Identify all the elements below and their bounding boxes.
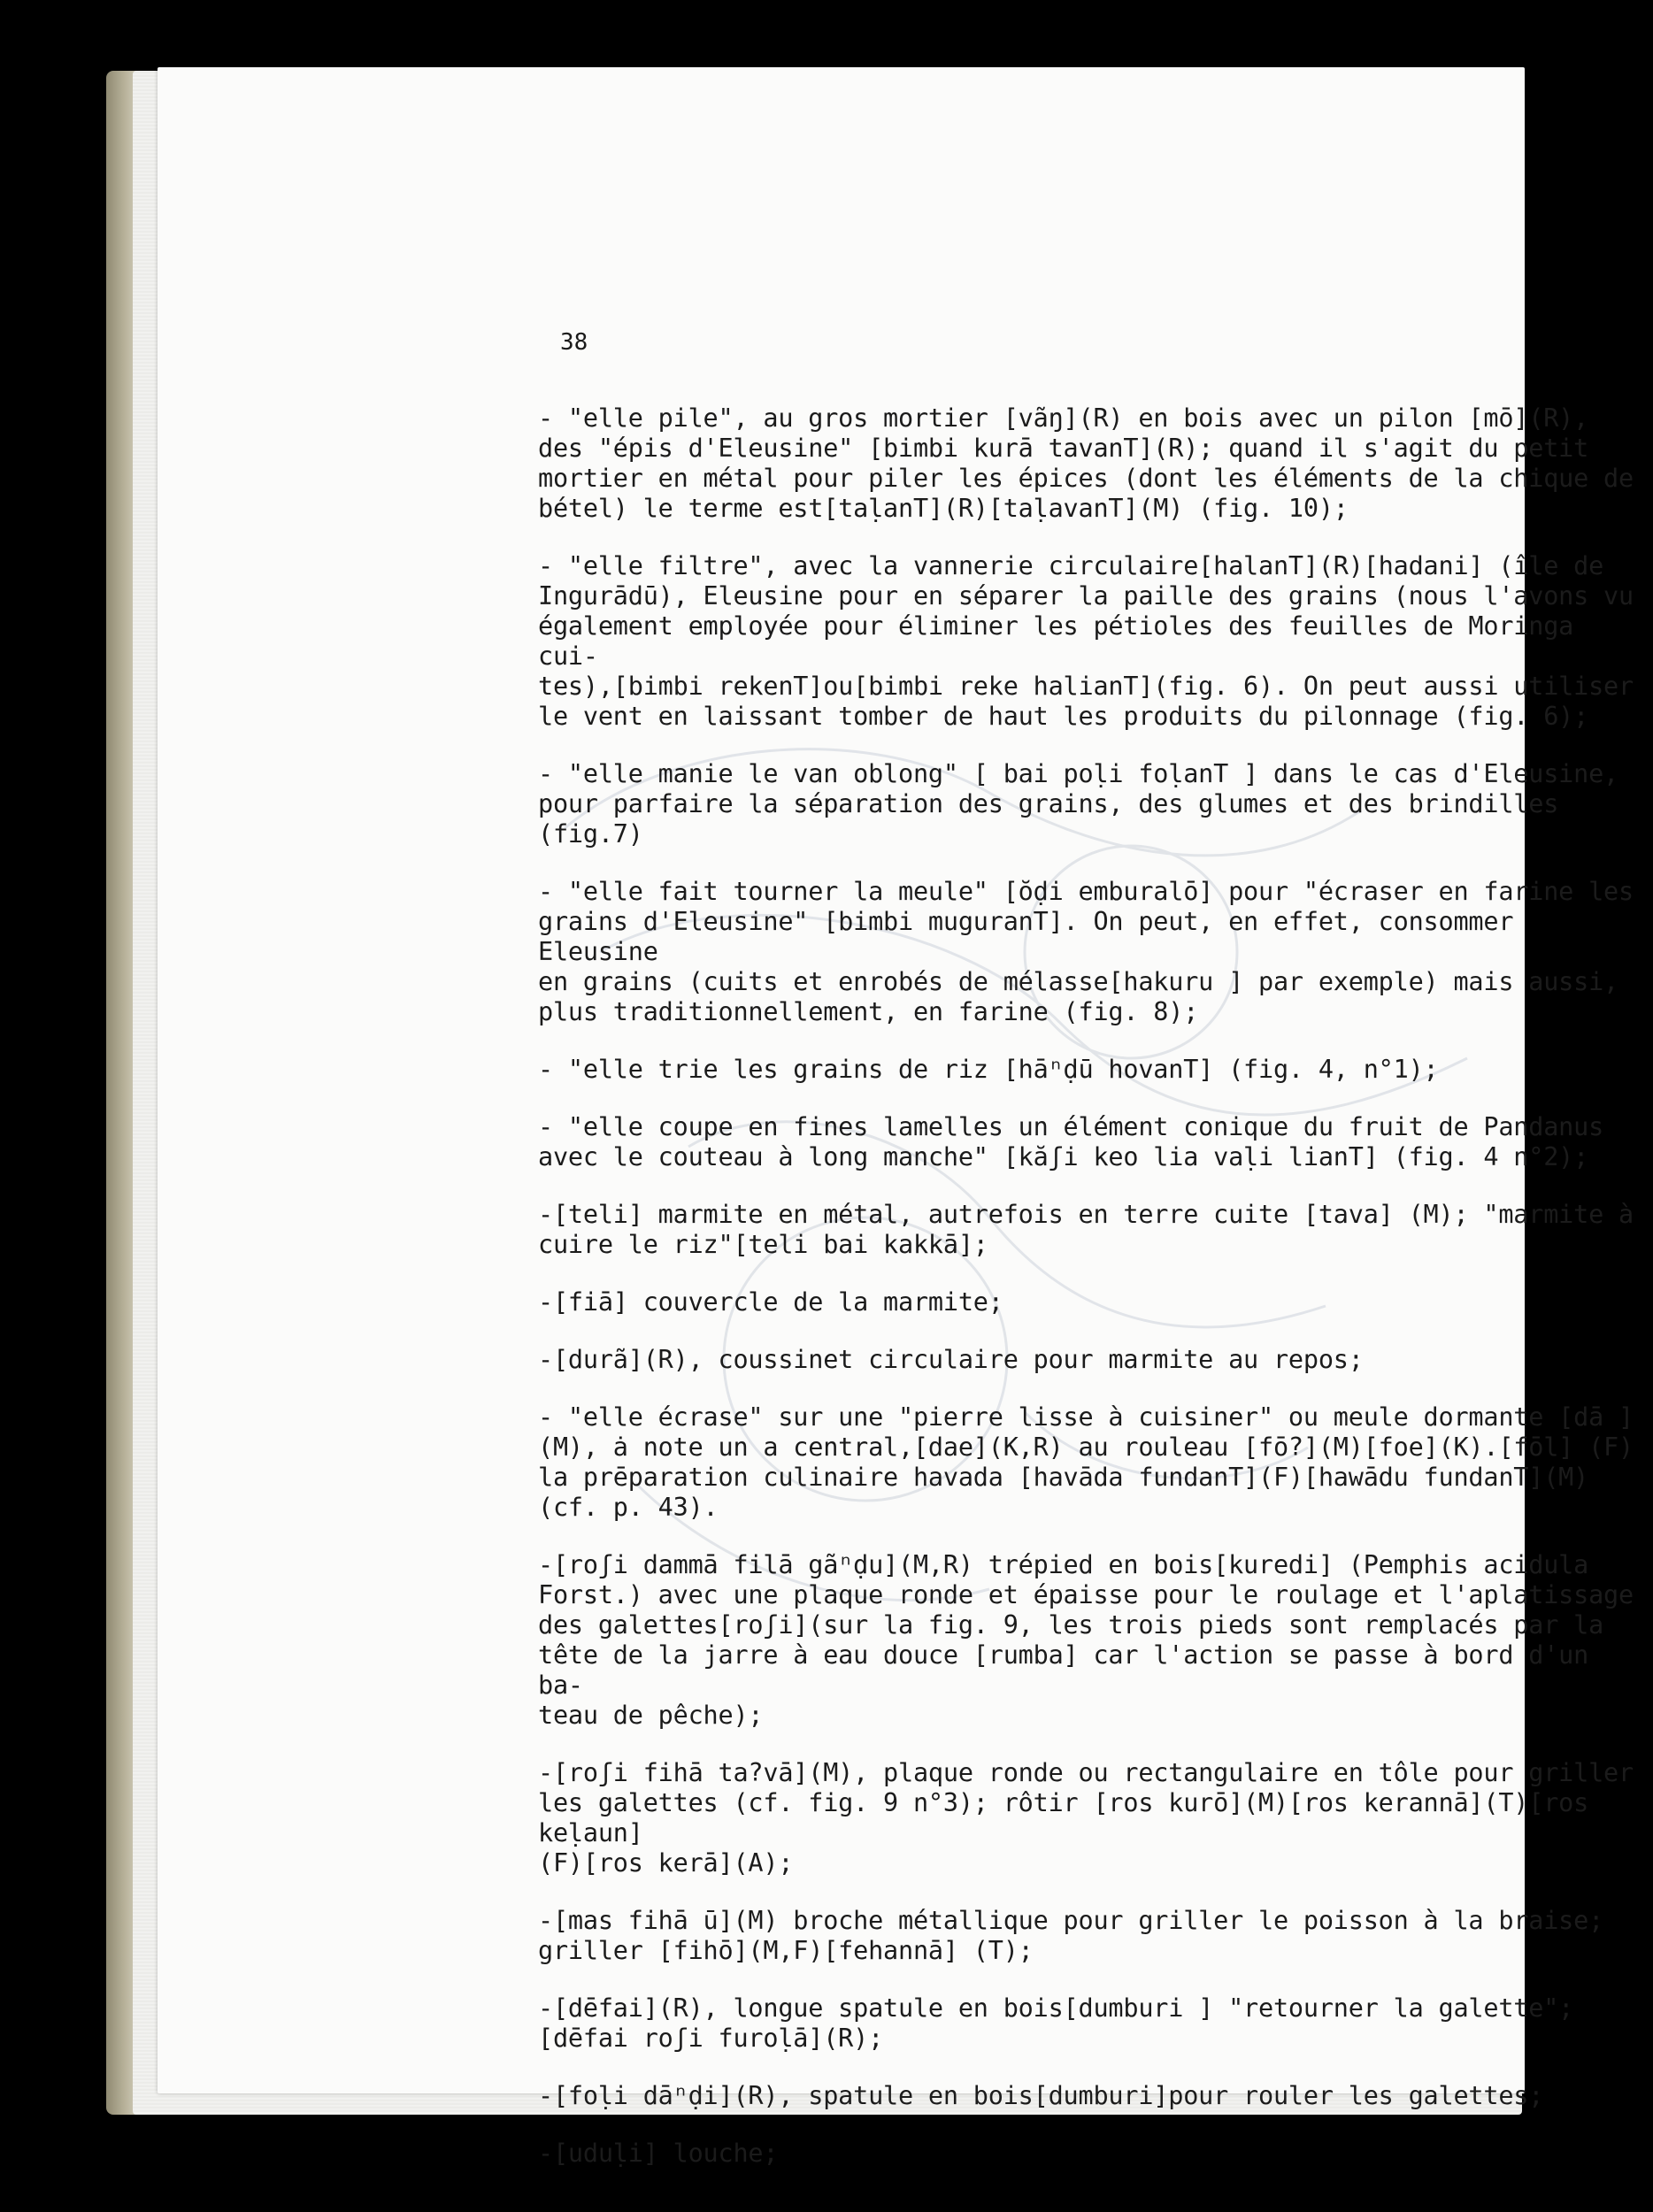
text-line: - "elle trie les grains de riz [hāⁿḍū hovanT] (fig. 4, n°1); xyxy=(538,1055,1439,1084)
text-line: (M), ȧ note un a central,[dae](K,R) au rouleau [fō?](M)[foe](K).[fōl] (F) xyxy=(538,1432,1634,1462)
text-line: - "elle manie le van oblong" [ bai poḷi foḷanT ] dans le cas d'Eleusine, xyxy=(538,759,1619,788)
text-line: - "elle pile", au gros mortier [vãŋ](R) en bois avec un pilon [mō](R), xyxy=(538,403,1589,433)
paragraph xyxy=(538,551,1635,732)
text-line: (cf. p. 43). xyxy=(538,1493,719,1522)
text-line: la prēparation culinaire havada [havāda fundanT](F)[hawādu fundanT](M) xyxy=(538,1463,1589,1492)
text-line: - "elle fait tourner la meule" [ŏḍi emburalō] pour "écraser en farine les xyxy=(538,877,1634,906)
paragraph xyxy=(538,759,1635,849)
text-line: les galettes (cf. fig. 9 n°3); rôtir [ros kurō](M)[ros kerannā](T)[ros keḷaun] xyxy=(538,1788,1604,1847)
text-line: des galettes[roʃi](sur la fig. 9, les trois pieds sont remplacés par la xyxy=(538,1610,1604,1640)
text-line: -[fiā] couvercle de la marmite; xyxy=(538,1287,1003,1317)
text-line: tes),[bimbi rekenT]ou[bimbi reke halianT](fig. 6). On peut aussi utiliser xyxy=(538,672,1634,701)
page-number: 38 xyxy=(560,329,588,356)
text-line: avec le couteau à long manche" [kăʃi keo lia vaḷi lianT] (fig. 4 n°2); xyxy=(538,1142,1589,1171)
text-line: -[durã](R), coussinet circulaire pour marmite au repos; xyxy=(538,1345,1364,1374)
text-line: grains d'Eleusine" [bimbi muguranT]. On peut, en effet, consommer Eleusine xyxy=(538,907,1529,966)
text-line: -[roʃi dammā filā gãⁿḍu](M,R) trépied en bois[kuredi] (Pemphis acidula xyxy=(538,1550,1589,1579)
text-line: [dēfai roʃi furoḷā](R); xyxy=(538,2024,884,2053)
paragraph xyxy=(538,403,1635,524)
paragraph xyxy=(538,1550,1635,1731)
text-line: -[uduḷi] louche; xyxy=(538,2139,779,2168)
text-line: (F)[ros kerā](A); xyxy=(538,1848,794,1878)
paragraph xyxy=(538,1345,1635,1375)
text-line: plus traditionnellement, en farine (fig. 8); xyxy=(538,997,1199,1026)
paragraph xyxy=(538,2081,1635,2111)
page-body xyxy=(538,403,1635,2196)
text-line: mortier en métal pour piler les épices (dont les éléments de la chique de xyxy=(538,464,1634,493)
text-line: des "épis d'Eleusine" [bimbi kurā tavanT](R); quand il s'agit du petit xyxy=(538,434,1589,463)
paragraph xyxy=(538,1055,1635,1085)
text-line: le vent en laissant tomber de haut les produits du pilonnage (fig. 6); xyxy=(538,702,1589,731)
paragraph xyxy=(538,1200,1635,1260)
text-line: -[dēfai](R), longue spatule en bois[dumburi ] "retourner la galette"; xyxy=(538,1993,1574,2023)
text-line: -[foḷi dāⁿḍi](R), spatule en bois[dumburi]pour rouler les galettes; xyxy=(538,2081,1544,2110)
text-line: - "elle écrase" sur une "pierre lisse à cuisiner" ou meule dormante [dā ] xyxy=(538,1402,1634,1432)
text-line: -[teli] marmite en métal, autrefois en terre cuite [tava] (M); "marmite à xyxy=(538,1200,1634,1229)
text-line: bétel) le terme est[taḷanT](R)[taḷavanT](M) (fig. 10); xyxy=(538,494,1349,523)
text-line: Forst.) avec une plaque ronde et épaisse pour le roulage et l'aplatissage xyxy=(538,1580,1634,1609)
text-line: tête de la jarre à eau douce [rumba] car l'action se passe à bord d'un ba- xyxy=(538,1640,1604,1700)
text-line: Ingurādū), Eleusine pour en séparer la paille des grains (nous l'avons vu xyxy=(538,581,1634,611)
text-line: -[roʃi fihā ta?vā](M), plaque ronde ou rectangulaire en tôle pour griller xyxy=(538,1758,1634,1787)
paragraph xyxy=(538,1758,1635,1878)
paragraph xyxy=(538,1402,1635,1523)
book-page xyxy=(158,67,1634,2168)
text-line: pour parfaire la séparation des grains, des glumes et des brindilles (fig.7) xyxy=(538,789,1574,849)
paragraph xyxy=(538,1287,1635,1317)
paragraph xyxy=(538,877,1635,1027)
text-line: en grains (cuits et enrobés de mélasse[hakuru ] par exemple) mais aussi, xyxy=(538,967,1619,996)
text-line: -[mas fihā ū](M) broche métallique pour griller le poisson à la braise; xyxy=(538,1906,1604,1935)
paragraph xyxy=(538,1993,1635,2054)
paragraph xyxy=(538,1906,1635,1966)
paragraph xyxy=(538,2139,1635,2169)
text-line: teau de pêche); xyxy=(538,1701,764,1730)
text-line: également employée pour éliminer les pétioles des feuilles de Moringa cui- xyxy=(538,611,1589,671)
text-line: griller [fihō](M,F)[fehannā] (T); xyxy=(538,1936,1034,1965)
paragraph xyxy=(538,1112,1635,1172)
text-line: - "elle coupe en fines lamelles un élément conique du fruit de Pandanus xyxy=(538,1112,1604,1141)
text-line: - "elle filtre", avec la vannerie circulaire[halanT](R)[hadani] (île de xyxy=(538,551,1604,580)
text-line: cuire le riz"[teli bai kakkā]; xyxy=(538,1230,988,1259)
